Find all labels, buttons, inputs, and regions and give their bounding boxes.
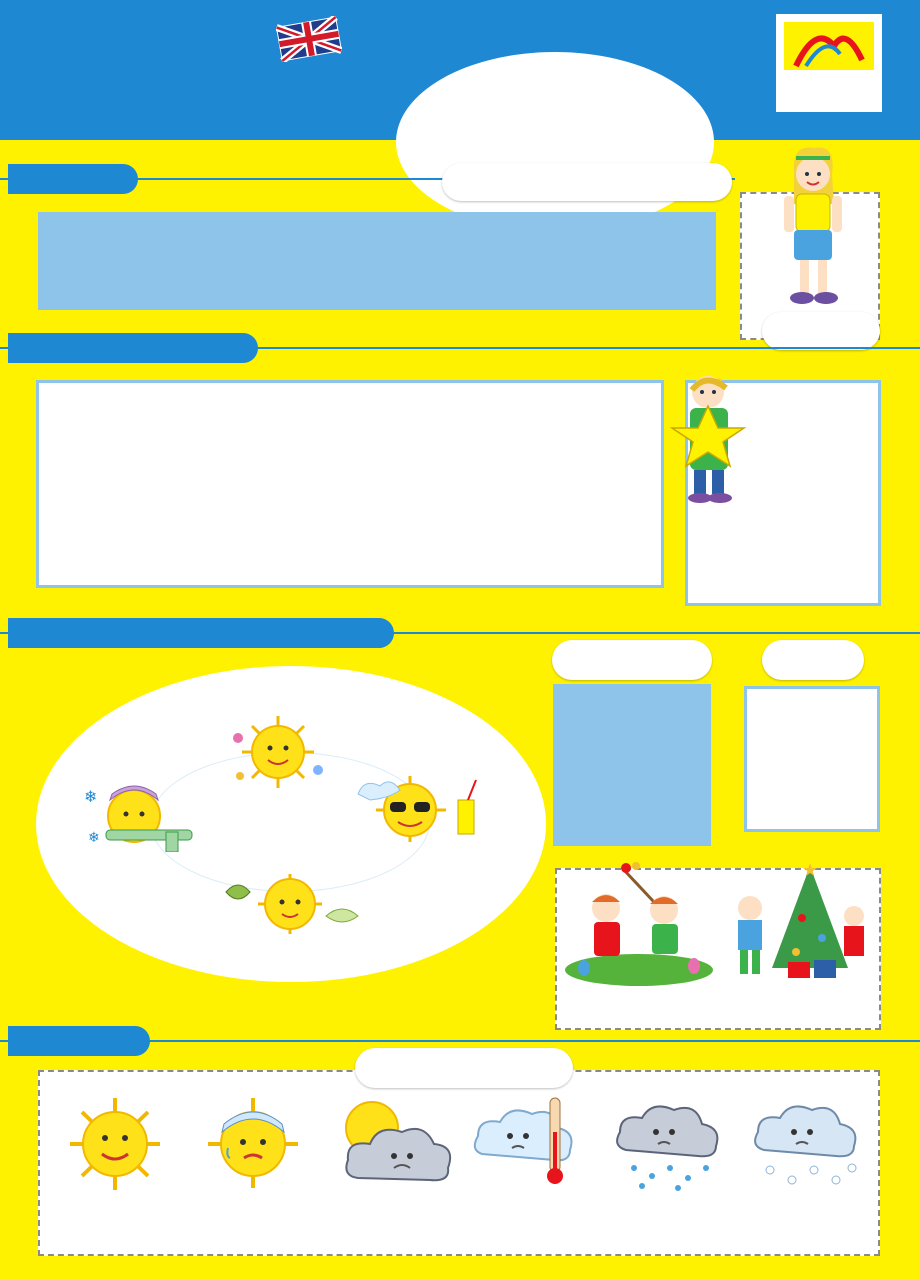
easter-illustration <box>564 862 714 988</box>
section-seasons <box>8 618 394 648</box>
uk-flag-icon <box>276 16 342 62</box>
christmas-illustration <box>730 858 870 988</box>
alphabet-frame <box>38 212 716 310</box>
cold-icon <box>470 1092 590 1192</box>
section-alphabet <box>8 164 138 194</box>
autumn-sun-icon <box>222 872 362 938</box>
spell-bubble <box>442 163 732 201</box>
publisher-logo <box>776 14 882 112</box>
sunny-icon <box>60 1094 170 1194</box>
summer-sun-icon <box>350 772 490 852</box>
svg-text:★: ★ <box>802 860 819 881</box>
snowing-icon <box>748 1092 868 1192</box>
hot-icon <box>198 1092 308 1192</box>
when-bubble <box>762 640 864 680</box>
spring-sun-icon <box>228 712 328 792</box>
lucy-bubble <box>762 312 880 350</box>
day-bubble <box>552 640 712 680</box>
section-colours-shapes <box>8 333 258 363</box>
svg-text:❄: ❄ <box>84 787 98 806</box>
header-band <box>0 0 920 140</box>
section-weather <box>8 1026 150 1056</box>
when-panel <box>744 686 880 832</box>
boy-with-star-illustration <box>668 370 760 506</box>
svg-text:❄: ❄ <box>88 830 100 846</box>
publisher-emblem-icon <box>776 20 882 72</box>
girl-lucy-illustration <box>772 144 852 314</box>
weather-bubble <box>355 1048 573 1088</box>
shapes-grid <box>40 386 660 586</box>
cloudy-icon <box>338 1096 458 1192</box>
subtitle-plate <box>396 52 714 232</box>
raining-icon <box>610 1092 730 1192</box>
days-frame <box>553 684 711 846</box>
winter-sun-icon <box>76 780 196 852</box>
